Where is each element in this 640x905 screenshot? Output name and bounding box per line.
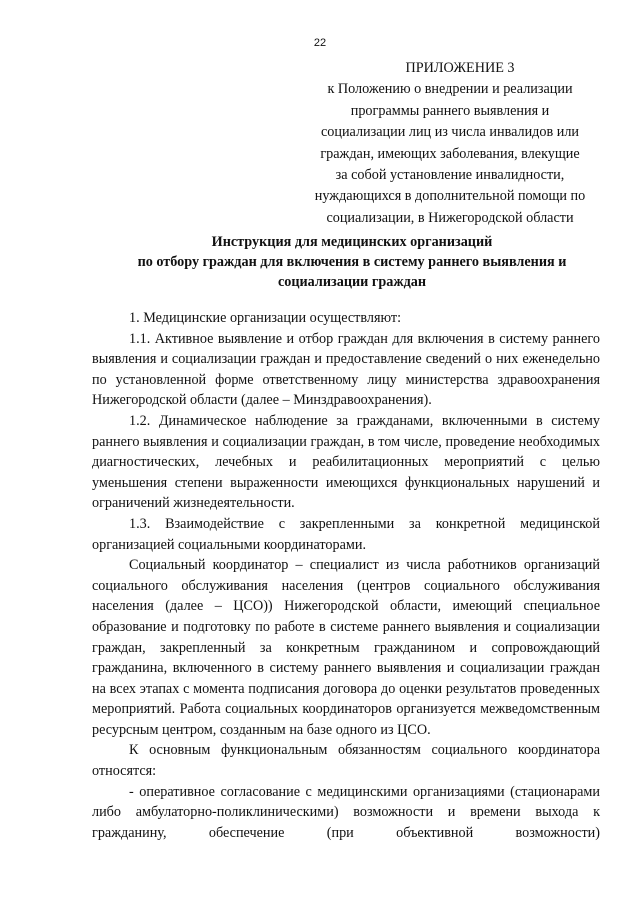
paragraph: Социальный координатор – специалист из числа работников организаций социального обслуживания населения (центров социального обслуживания населения (далее – ЦСО)) Нижегородской области, имеющий специальное образование и подготовку по работе в системе раннего выявления и социализации граждан, закрепленный за конкретным гражданином и сопровождающий гражданина, включенного в систему раннего выявления и социализации граждан на всех этапах с момента подписания договора до оценки результатов проведенных мероприятий. Работа социальных координаторов организуется межведомственным ресурсным центром, созданным на базе одного из ЦСО. (92, 557, 600, 738)
document-body (92, 308, 600, 843)
page-number: 22 (313, 37, 327, 49)
title-line: по отбору граждан для включения в систему раннего выявления и (137, 254, 567, 270)
title-line: Инструкция для медицинских организаций (211, 234, 493, 250)
annex-header (292, 58, 608, 229)
paragraph: - оперативное согласование с медицинскими организациями (стационарами либо амбулаторно-поликлиническими) возможности и времени выхода к гражданину, обеспечение (при объективной возможности) (92, 783, 600, 841)
annex-line: нуждающихся в дополнительной помощи по (314, 188, 586, 205)
paragraph: К основным функциональным обязанностям социального координатора относятся: (92, 742, 600, 780)
annex-title: ПРИЛОЖЕНИЕ 3 (405, 60, 515, 76)
paragraph: 1.1. Активное выявление и отбор граждан для включения в систему раннего выявления и социализации граждан и предоставление сведений о них еженедельно по установленной форме ответственному лицу министерства здравоохранения Нижегородской области (далее – Минздравоохранения). (92, 330, 600, 409)
annex-line: социализации, в Нижегородской области (326, 209, 574, 226)
annex-line: за собой установление инвалидности, (335, 167, 565, 184)
paragraph: 1.2. Динамическое наблюдение за гражданами, включенными в систему раннего выявления и социализации граждан, в том числе, проведение необходимых диагностических, лечебных и реабилитационных мероприятий с целью уменьшения степени выраженности имеющихся функциональных нарушений и ограничений жизнедеятельности. (92, 412, 600, 512)
annex-line: к Положению о внедрении и реализации (327, 81, 573, 98)
paragraph: 1.3. Взаимодействие с закрепленными за конкретной медицинской организацией социальными координаторами. (92, 515, 600, 553)
paragraph: 1. Медицинские организации осуществляют: (129, 310, 402, 326)
title-line: социализации граждан (277, 274, 427, 290)
annex-line: граждан, имеющих заболевания, влекущие (320, 145, 580, 162)
document-title (92, 232, 612, 292)
annex-line: программы раннего выявления и (350, 102, 550, 119)
annex-line: социализации лиц из числа инвалидов или (320, 124, 579, 141)
